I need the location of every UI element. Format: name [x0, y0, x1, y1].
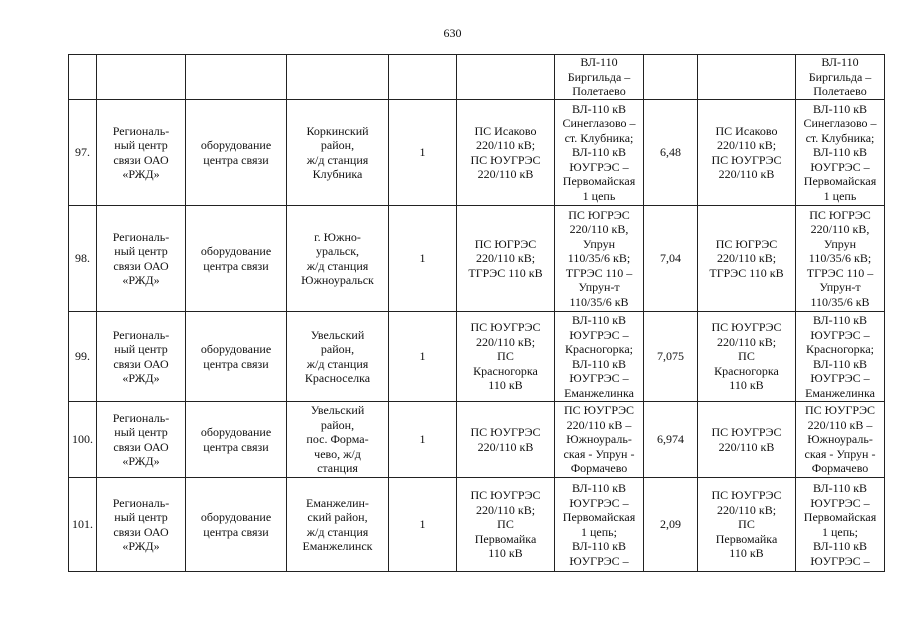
cell-line-2: ВЛ-110 кВ Синеглазово – ст. Клубника; ВЛ-110 кВ ЮУГРЭС – Первомайская 1 цепь [796, 100, 885, 206]
table-row [69, 55, 885, 100]
cell-line: ВЛ-110 кВ Синеглазово – ст. Клубника; ВЛ-110 кВ ЮУГРЭС – Первомайская 1 цепь [555, 100, 644, 206]
cell-line-2: ПС ЮГРЭС 220/110 кВ, Упрун 110/35/6 кВ; ТГРЭС 110 – Упрун-т 110/35/6 кВ [796, 206, 885, 312]
cell-line-2: ВЛ-110 кВ ЮУГРЭС – Красногорка; ВЛ-110 кВ ЮУГРЭС – Еманжелинка [796, 312, 885, 402]
cell-substation: ПС ЮУГРЭС 220/110 кВ [457, 402, 555, 478]
cell-count [389, 55, 457, 100]
cell-distance: 6,974 [644, 402, 698, 478]
cell-distance: 2,09 [644, 478, 698, 572]
cell-location: Увельский район, ж/д станция Красноселка [287, 312, 389, 402]
cell-line: ВЛ-110 кВ ЮУГРЭС – Первомайская 1 цепь; ВЛ-110 кВ ЮУГРЭС – [555, 478, 644, 572]
cell-object: оборудование центра связи [186, 206, 287, 312]
cell-object: оборудование центра связи [186, 100, 287, 206]
document-table [68, 54, 885, 572]
cell-count: 1 [389, 100, 457, 206]
cell-substation: ПС ЮУГРЭС 220/110 кВ; ПС Первомайка 110 кВ [457, 478, 555, 572]
cell-substation [457, 55, 555, 100]
cell-line: ВЛ-110 кВ ЮУГРЭС – Красногорка; ВЛ-110 кВ ЮУГРЭС – Еманжелинка [555, 312, 644, 402]
cell-line: ВЛ-110 Биргильда – Полетаево [555, 55, 644, 100]
cell-num: 101. [69, 478, 97, 572]
cell-owner: Региональ- ный центр связи ОАО «РЖД» [97, 478, 186, 572]
cell-count: 1 [389, 478, 457, 572]
cell-object: оборудование центра связи [186, 402, 287, 478]
cell-substation: ПС Исаково 220/110 кВ; ПС ЮУГРЭС 220/110 кВ [457, 100, 555, 206]
cell-distance: 7,075 [644, 312, 698, 402]
cell-location: Увельский район, пос. Форма- чево, ж/д станция [287, 402, 389, 478]
cell-owner: Региональ- ный центр связи ОАО «РЖД» [97, 206, 186, 312]
cell-location: Еманжелин- ский район, ж/д станция Еманжелинск [287, 478, 389, 572]
cell-substation-2 [698, 55, 796, 100]
cell-owner: Региональ- ный центр связи ОАО «РЖД» [97, 402, 186, 478]
cell-num: 100. [69, 402, 97, 478]
cell-substation-2: ПС Исаково 220/110 кВ; ПС ЮУГРЭС 220/110 кВ [698, 100, 796, 206]
cell-object: оборудование центра связи [186, 312, 287, 402]
cell-object [186, 55, 287, 100]
cell-line-2: ПС ЮУГРЭС 220/110 кВ – Южноураль- ская - Упрун - Формачево [796, 402, 885, 478]
cell-object: оборудование центра связи [186, 478, 287, 572]
cell-substation-2: ПС ЮУГРЭС 220/110 кВ [698, 402, 796, 478]
cell-line: ПС ЮГРЭС 220/110 кВ, Упрун 110/35/6 кВ; ТГРЭС 110 – Упрун-т 110/35/6 кВ [555, 206, 644, 312]
cell-distance: 7,04 [644, 206, 698, 312]
cell-location: г. Южно- уральск, ж/д станция Южноуральск [287, 206, 389, 312]
cell-substation: ПС ЮГРЭС 220/110 кВ; ТГРЭС 110 кВ [457, 206, 555, 312]
table-row [69, 100, 885, 206]
table-row [69, 478, 885, 572]
cell-substation-2: ПС ЮУГРЭС 220/110 кВ; ПС Красногорка 110 кВ [698, 312, 796, 402]
cell-num: 97. [69, 100, 97, 206]
cell-num: 99. [69, 312, 97, 402]
cell-owner: Региональ- ный центр связи ОАО «РЖД» [97, 312, 186, 402]
cell-num [69, 55, 97, 100]
cell-count: 1 [389, 312, 457, 402]
cell-substation-2: ПС ЮУГРЭС 220/110 кВ; ПС Первомайка 110 кВ [698, 478, 796, 572]
cell-owner: Региональ- ный центр связи ОАО «РЖД» [97, 100, 186, 206]
cell-count: 1 [389, 402, 457, 478]
cell-substation-2: ПС ЮГРЭС 220/110 кВ; ТГРЭС 110 кВ [698, 206, 796, 312]
cell-num: 98. [69, 206, 97, 312]
cell-line: ПС ЮУГРЭС 220/110 кВ – Южноураль- ская - Упрун - Формачево [555, 402, 644, 478]
cell-owner [97, 55, 186, 100]
cell-location [287, 55, 389, 100]
cell-line-2: ВЛ-110 кВ ЮУГРЭС – Первомайская 1 цепь; ВЛ-110 кВ ЮУГРЭС – [796, 478, 885, 572]
page-number: 630 [443, 26, 462, 40]
cell-line-2: ВЛ-110 Биргильда – Полетаево [796, 55, 885, 100]
cell-distance: 6,48 [644, 100, 698, 206]
cell-location: Коркинский район, ж/д станция Клубника [287, 100, 389, 206]
cell-distance [644, 55, 698, 100]
cell-substation: ПС ЮУГРЭС 220/110 кВ; ПС Красногорка 110 кВ [457, 312, 555, 402]
cell-count: 1 [389, 206, 457, 312]
table-row [69, 402, 885, 478]
table-row [69, 206, 885, 312]
table-row [69, 312, 885, 402]
